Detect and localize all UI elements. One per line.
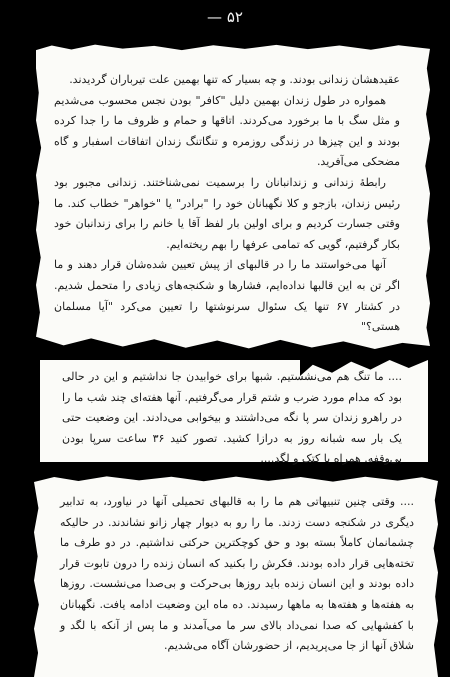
paragraph: عقیدهشان زندانی بودند. و چه بسیار که تنها بهمین علت تیرباران گردیدند. (69, 73, 400, 86)
paragraph: رابطهٔ زندانی و زندانبانان را برسمیت نمی‌شناختند. زندانی مجبور بود رئیس زندان، بازجو و کلا نگهبانان خود را "برادر" یا "خواهر" خطاب کند. ما وقتی جسارت کردیم و برای اولین بار لفظ آقا یا خانم را برای زندانبان خود بکار گرفتیم، گویی که تمامی عرفها را بهم ریخته‌ایم. (54, 175, 400, 251)
paragraph: .... وقتی چنین تنبیهاتی هم ما را به قالبهای تحمیلی آنها در نیاورد، به تدابیر دیگری در شکنجه دست زدند. ما را رو به دیوار چهار زانو نشاندند. در حالیکه چشمانمان کاملاً بسته بود و حق کوچکترین حرکتی نداشتیم. در دو طرف ما تخته‌هایی قرار داده بودند. فکرش را بکنید که انسان زنده را درون تابوت قرار داده بودند و این انسان زنده باید روزها بی‌حرکت و بی‌صدا می‌نشست. روزها به هفته‌ها و هفته‌ها به ماهها رسیدند. ده ماه این وضعیت ادامه یافت. نگهبانان با کفشهایی که صدا نمی‌داد بالای سر ما می‌آمدند و ما پس از آنکه با لگد و شلاق آنها از جا می‌پریدیم، از حضورشان آگاه می‌شدیم. (60, 495, 414, 653)
bottom-text-block (60, 492, 414, 657)
paragraph: آنها می‌خواستند ما را در قالبهای از پیش تعیین شده‌شان قرار دهند و ما اگر تن به این قالبها نداده‌ایم، فشارها و شکنجه‌های زیادی را متحمل شدیم. در کشتار ۶۷ تنها یک سئوال سرنوشتها را تعیین می‌کرد "آیا مسلمان هستی؟" (54, 258, 400, 334)
paragraph: .... ما تنگ هم می‌نشستیم. شبها برای خوابیدن جا نداشتیم و این در حالی بود که مدام مورد ضرب و شتم قرار می‌گرفتیم. آنها هفته‌ای چند شب ما را در راهرو زندان سر پا نگه می‌داشتند و بیخوابی می‌دادند. این وضعیت حتی یک بار سه شبانه روز به درازا کشید. تصور کنید ۳۶ ساعت سرپا بودن بی‌وقفه. همراه با کتک و لگد.... (62, 370, 402, 466)
paragraph: همواره در طول زندان بهمین دلیل "کافر" بودن نجس محسوب می‌شدیم و مثل سگ با ما برخورد می‌کردند. اتاقها و حمام و ظروف ما را جدا کرده بودند و این چیزها در زندگی روزمره و تنگاتنگ زندان اتفاقات اسفبار و گاه مضحکی می‌آفرید. (54, 93, 400, 169)
middle-text-block (62, 367, 402, 470)
page-number: — ۵۲ (207, 8, 243, 26)
top-text-block (54, 70, 400, 338)
